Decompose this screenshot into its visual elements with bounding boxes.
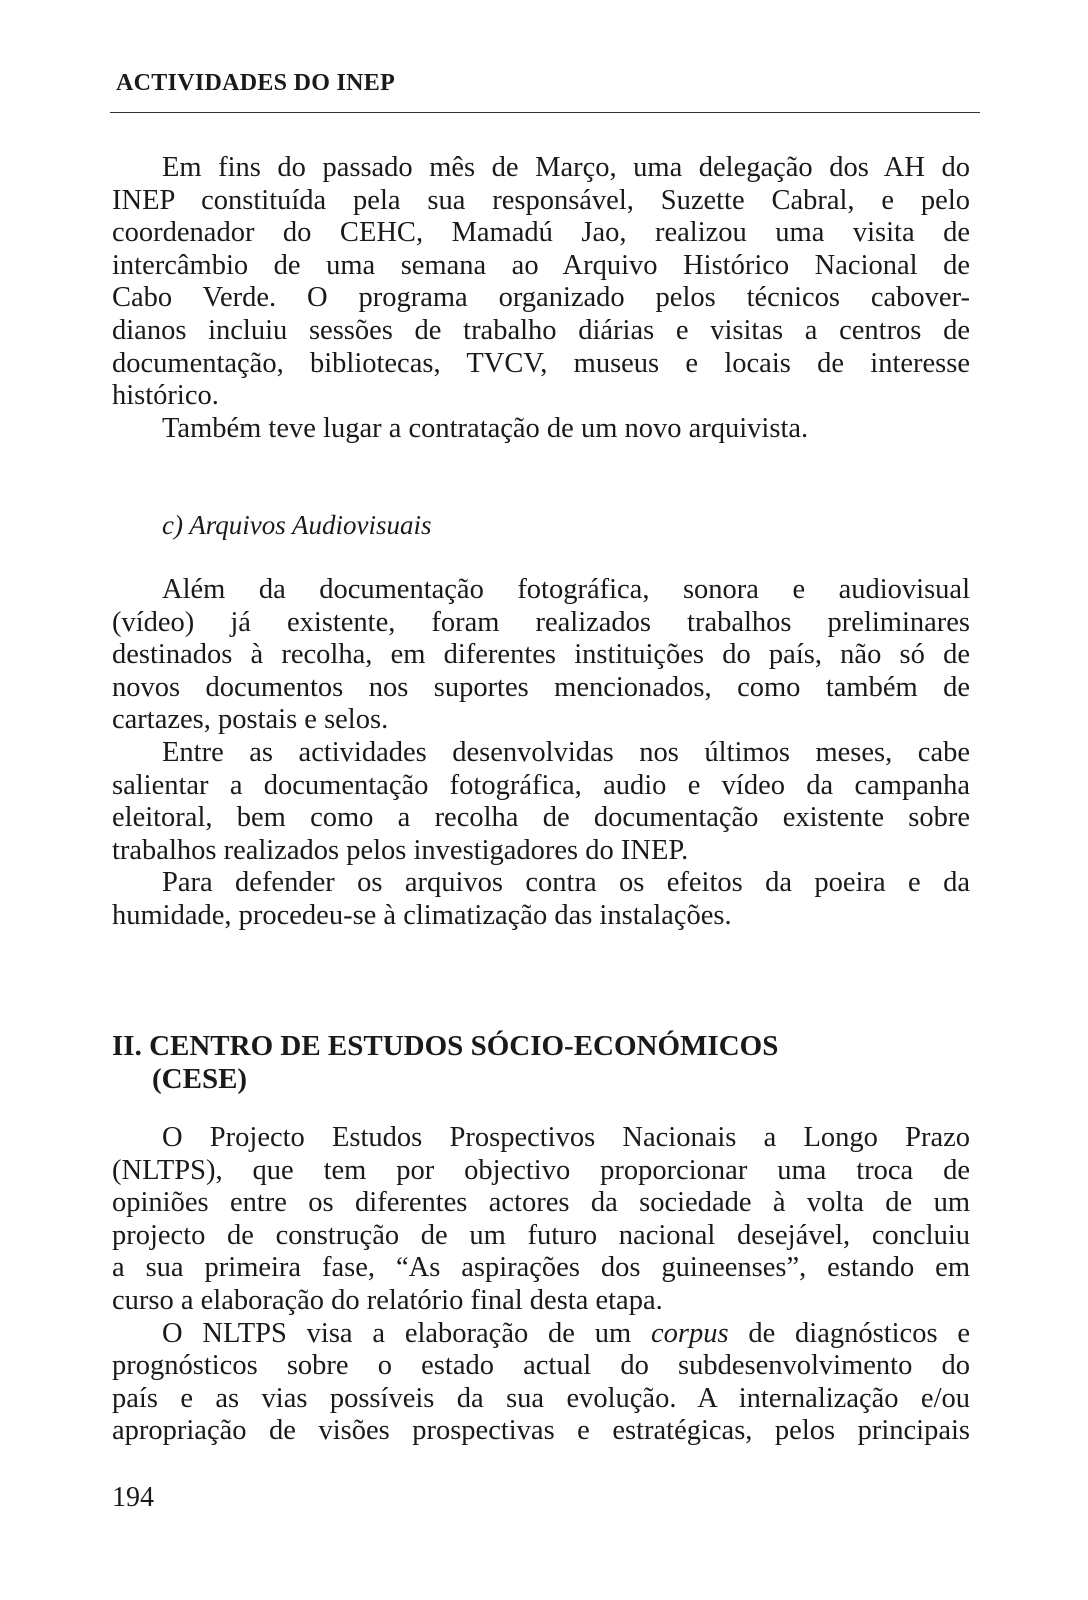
text-line: documentação, bibliotecas, TVCV, museus e locais de interesse — [112, 347, 970, 379]
text-line: humidade, procedeu-se à climatização das instalações. — [112, 899, 732, 931]
subheading: c) Arquivos Audiovisuais — [162, 510, 432, 540]
text-line: coordenador do CEHC, Mamadú Jao, realizou uma visita de — [112, 217, 970, 249]
text-line: Entre as actividades desenvolvidas nos últimos meses, cabe — [162, 736, 970, 768]
section-a-text — [112, 152, 970, 445]
text-line: O NLTPS visa a elaboração de um corpus de diagnósticos e — [162, 1317, 970, 1349]
text-line: (NLTPS), que tem por objectivo proporcionar uma troca de — [112, 1154, 970, 1186]
text-line: a sua primeira fase, “As aspirações dos guineenses”, estando em — [112, 1252, 970, 1284]
text-line: eleitoral, bem como a recolha de documentação existente sobre — [112, 802, 970, 834]
text-line: (vídeo) já existente, foram realizados trabalhos preliminares — [112, 606, 970, 638]
page-number: 194 — [112, 1482, 154, 1513]
text-line: dianos incluiu sessões de trabalho diárias e visitas a centros de — [112, 314, 970, 346]
section-heading — [112, 1030, 778, 1096]
text-line: cartazes, postais e selos. — [112, 704, 389, 736]
text-line: INEP constituída pela sua responsável, Suzette Cabral, e pelo — [112, 184, 970, 216]
header-rule — [110, 112, 980, 113]
text-line: prognósticos sobre o estado actual do subdesenvolvimento do — [112, 1350, 970, 1382]
text-line: Além da documentação fotográfica, sonora e audiovisual — [162, 574, 970, 605]
text-line: trabalhos realizados pelos investigadores do INEP. — [112, 834, 689, 866]
text-line: curso a elaboração do relatório final desta etapa. — [112, 1284, 663, 1316]
text-line: novos documentos nos suportes mencionados, como também de — [112, 671, 970, 703]
text-line: O Projecto Estudos Prospectivos Nacionais a Longo Prazo — [162, 1122, 970, 1153]
text-line: projecto de construção de um futuro nacional desejável, concluiu — [112, 1219, 970, 1251]
text-line: salientar a documentação fotográfica, audio e vídeo da campanha — [112, 769, 970, 801]
text-line: intercâmbio de uma semana ao Arquivo Histórico Nacional de — [112, 249, 970, 281]
text-line: Cabo Verde. O programa organizado pelos técnicos cabover- — [112, 282, 970, 314]
section-ii-text — [112, 1122, 970, 1448]
section-heading-line2: (CESE) — [152, 1063, 248, 1095]
text-line: Em fins do passado mês de Março, uma delegação dos AH do — [162, 152, 970, 183]
running-header: ACTIVIDADES DO INEP — [116, 70, 396, 96]
text-line: Para defender os arquivos contra os efeitos da poeira e da — [162, 867, 970, 899]
section-c-text — [112, 574, 970, 933]
section-heading-line1: II. CENTRO DE ESTUDOS SÓCIO-ECONÓMICOS — [112, 1030, 779, 1062]
text-line: destinados à recolha, em diferentes instituições do país, não só de — [112, 639, 970, 671]
text-line: Também teve lugar a contratação de um novo arquivista. — [162, 412, 809, 444]
text-line: histórico. — [112, 380, 219, 412]
text-line: país e as vias possíveis da sua evolução. A internalização e/ou — [112, 1382, 970, 1414]
text-line: opiniões entre os diferentes actores da sociedade à volta de um — [112, 1187, 970, 1219]
text-line: apropriação de visões prospectivas e estratégicas, pelos principais — [112, 1415, 970, 1447]
